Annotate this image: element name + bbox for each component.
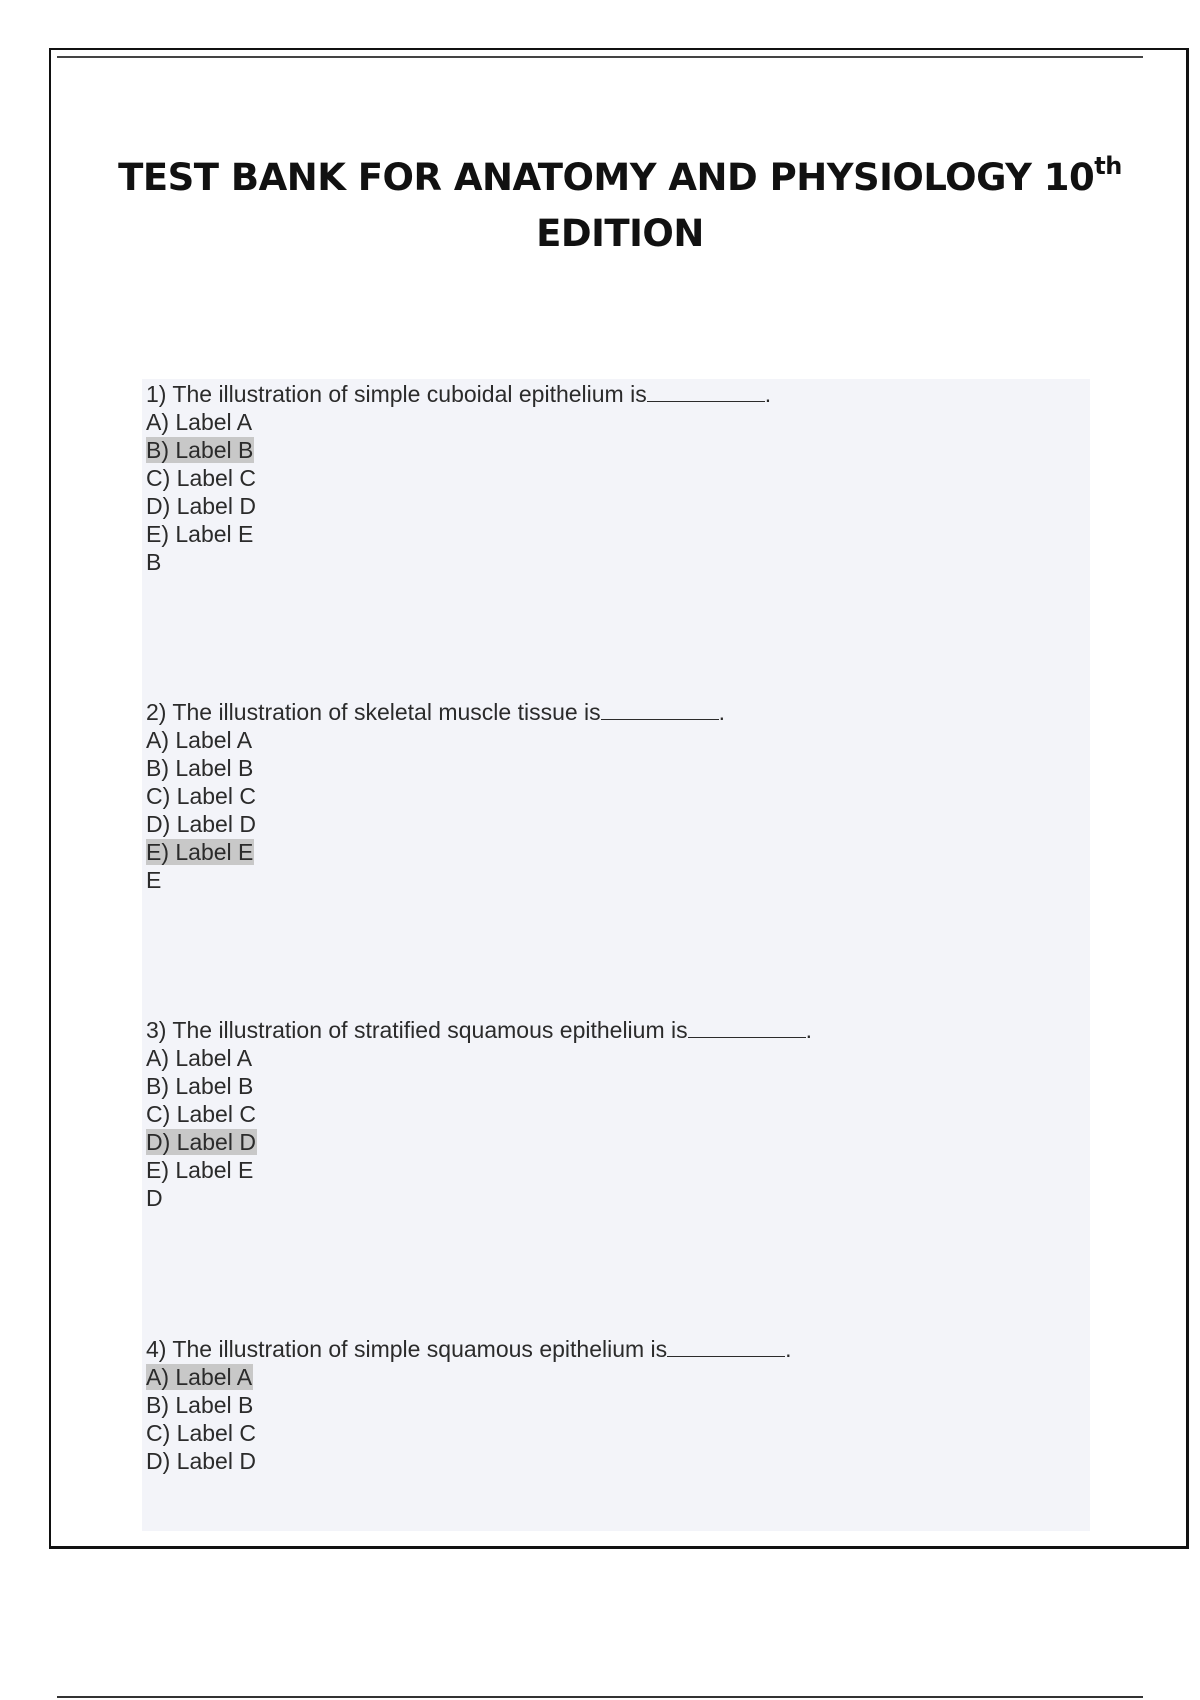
question-stem [146,1016,812,1044]
option-label: B) Label B [146,1073,254,1099]
option-e[interactable] [146,1156,812,1184]
option-c[interactable] [146,782,725,810]
option-d[interactable] [146,810,725,838]
answer-key: B [146,549,162,575]
option-label: A) Label A [146,1045,253,1071]
option-c[interactable] [146,464,771,492]
answer-blank [667,1337,785,1357]
question-end: . [764,381,772,407]
question-4 [146,1335,792,1475]
option-label: A) Label A [146,409,253,435]
option-label: D) Label D [146,1448,256,1474]
option-label: E) Label E [146,1157,254,1183]
option-label-highlighted: A) Label A [146,1364,253,1390]
option-label: B) Label B [146,755,254,781]
option-d[interactable] [146,1447,792,1475]
question-2 [146,698,725,894]
document-title [90,150,1150,262]
answer-blank [601,700,719,720]
option-e[interactable] [146,838,725,866]
bottom-rule [57,1696,1143,1698]
option-label: C) Label C [146,783,256,809]
answer-blank [688,1018,806,1038]
option-b[interactable] [146,754,725,782]
option-a[interactable] [146,1363,792,1391]
option-label: B) Label B [146,1392,254,1418]
question-text: 2) The illustration of skeletal muscle tissue is [146,699,601,725]
option-label-highlighted: B) Label B [146,437,254,463]
option-label: E) Label E [146,521,254,547]
question-end: . [718,699,726,725]
option-e[interactable] [146,520,771,548]
title-line-2: EDITION [536,212,704,255]
question-stem [146,380,771,408]
option-b[interactable] [146,1391,792,1419]
option-a[interactable] [146,726,725,754]
title-superscript: th [1094,152,1122,180]
option-label: A) Label A [146,727,253,753]
option-a[interactable] [146,408,771,436]
option-b[interactable] [146,1072,812,1100]
question-text: 1) The illustration of simple cuboidal epithelium is [146,381,647,407]
question-text: 3) The illustration of stratified squamous epithelium is [146,1017,688,1043]
option-b[interactable] [146,436,771,464]
answer-key: D [146,1185,163,1211]
question-text: 4) The illustration of simple squamous epithelium is [146,1336,668,1362]
title-main: TEST BANK FOR ANATOMY AND PHYSIOLOGY 10 [118,156,1095,199]
question-3 [146,1016,812,1212]
option-label: D) Label D [146,493,256,519]
question-end: . [805,1017,813,1043]
option-label: C) Label C [146,465,256,491]
option-d[interactable] [146,1128,812,1156]
option-label: C) Label C [146,1101,256,1127]
question-stem [146,1335,792,1363]
question-1 [146,380,771,576]
option-c[interactable] [146,1100,812,1128]
option-label: C) Label C [146,1420,256,1446]
option-c[interactable] [146,1419,792,1447]
answer-blank [647,382,765,402]
question-stem [146,698,725,726]
question-end: . [785,1336,792,1362]
option-label: D) Label D [146,811,256,837]
option-label-highlighted: D) Label D [146,1129,256,1155]
option-label-highlighted: E) Label E [146,839,254,865]
option-d[interactable] [146,492,771,520]
option-a[interactable] [146,1044,812,1072]
answer-key: E [146,867,162,893]
